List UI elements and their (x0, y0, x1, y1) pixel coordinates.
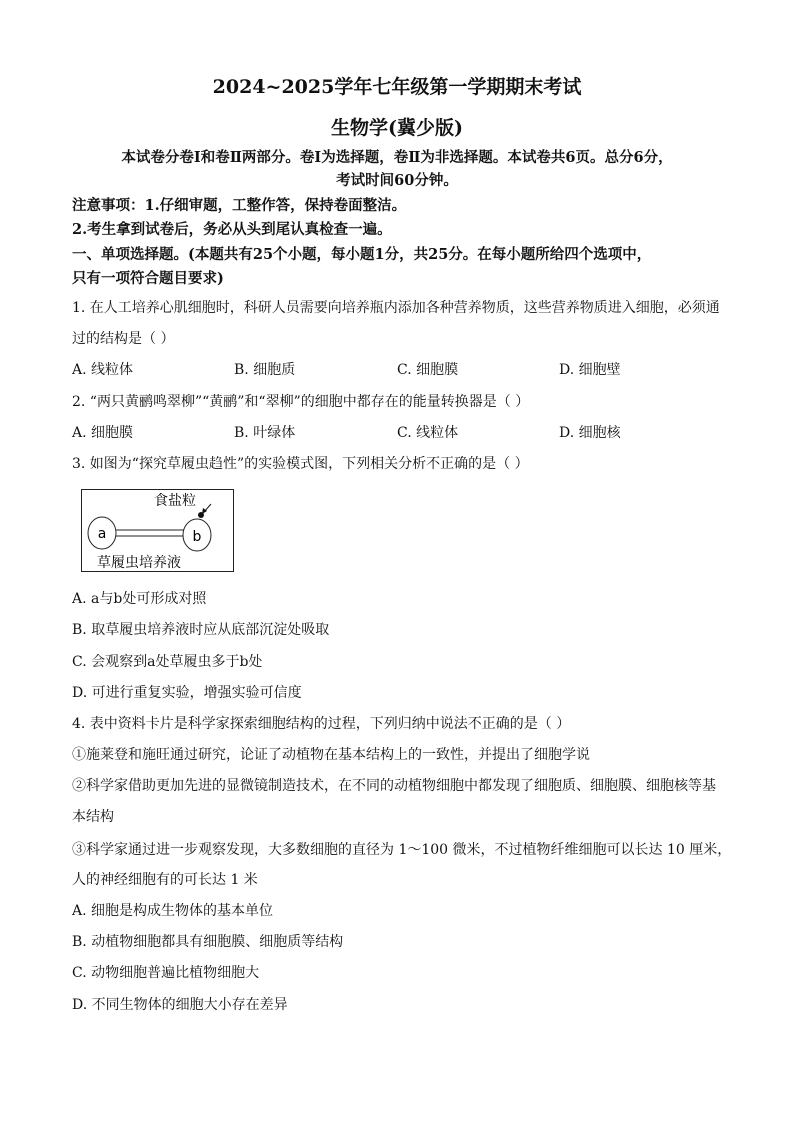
question-4-option-d[interactable]: D. 不同生物体的细胞大小存在差异 (72, 997, 288, 1013)
paramecium-experiment-diagram (81, 489, 234, 572)
intro-line-1: 本试卷分卷Ⅰ和卷Ⅱ两部分。卷Ⅰ为选择题，卷Ⅱ为非选择题。本试卷共6页。总分6分， (121, 149, 673, 166)
question-3-option-b[interactable]: B. 取草履虫培养液时应从底部沉淀处吸取 (72, 622, 330, 638)
culture-fluid-label: 草履虫培养液 (97, 555, 181, 571)
question-1-stem-cont: 过的结构是（ ） (72, 331, 175, 347)
question-4-option-b[interactable]: B. 动植物细胞都具有细胞膜、细胞质等结构 (72, 934, 344, 950)
node-b-label: b (192, 529, 202, 545)
question-4-item-2-cont: 本结构 (72, 809, 114, 825)
question-1-option-c[interactable]: C. 细胞膜 (397, 362, 459, 378)
question-4-item-1: ①施莱登和施旺通过研究，论证了动植物在基本结构上的一致性，并提出了细胞学说 (72, 747, 590, 763)
question-3-stem: 3. 如图为“探究草履虫趋性”的实验模式图，下列相关分析不正确的是（ ） (72, 456, 529, 472)
question-4-item-3-cont: 人的神经细胞有的可长达 1 米 (72, 872, 258, 888)
notice-line-2: 2.考生拿到试卷后，务必从头到尾认真检查一遍。 (72, 221, 392, 238)
question-2-option-d[interactable]: D. 细胞核 (559, 425, 621, 441)
question-1-stem: 1. 在人工培养心肌细胞时，科研人员需要向培养瓶内添加各种营养物质，这些营养物质进入细胞，必须通 (72, 300, 720, 316)
section-heading-line-2: 只有一项符合题目要求) (72, 270, 224, 287)
question-4-option-c[interactable]: C. 动物细胞普遍比植物细胞大 (72, 965, 260, 981)
question-2-option-c[interactable]: C. 线粒体 (397, 425, 459, 441)
section-heading-line-1: 一、单项选择题。(本题共有25个小题，每小题1分，共25分。在每小题所给四个选项中， (72, 246, 652, 263)
exam-title: 2024~2025学年七年级第一学期期末考试 (212, 76, 582, 98)
exam-subtitle: 生物学(冀少版) (331, 117, 463, 139)
question-4-option-a[interactable]: A. 细胞是构成生物体的基本单位 (72, 903, 274, 919)
notice-line-1: 注意事项：1.仔细审题，工整作答，保持卷面整洁。 (72, 197, 407, 214)
question-1-option-d[interactable]: D. 细胞壁 (559, 362, 621, 378)
question-1-option-b[interactable]: B. 细胞质 (234, 362, 296, 378)
question-3-option-c[interactable]: C. 会观察到a处草履虫多于b处 (72, 654, 263, 670)
question-1-option-a[interactable]: A. 线粒体 (72, 362, 134, 378)
question-2-stem: 2. “两只黄鹂鸣翠柳”“黄鹂”和“翠柳”的细胞中都存在的能量转换器是（ ） (72, 394, 530, 410)
salt-label: 食盐粒 (154, 493, 196, 509)
question-2-option-a[interactable]: A. 细胞膜 (72, 425, 134, 441)
question-2-option-b[interactable]: B. 叶绿体 (234, 425, 296, 441)
question-3-option-d[interactable]: D. 可进行重复实验，增强实验可信度 (72, 685, 302, 701)
intro-line-2: 考试时间60分钟。 (336, 172, 458, 189)
question-4-stem: 4. 表中资料卡片是科学家探索细胞结构的过程，下列归纳中说法不正确的是（ ） (72, 716, 571, 732)
question-4-item-3: ③科学家通过进一步观察发现，大多数细胞的直径为 1～100 微米，不过植物纤维细胞可以长达 10 厘米， (72, 842, 732, 858)
question-3-option-a[interactable]: A. a与b处可形成对照 (72, 591, 207, 607)
node-a-label: a (97, 526, 107, 542)
question-4-item-2: ②科学家借助更加先进的显微镜制造技术，在不同的动植物细胞中都发现了细胞质、细胞膜、细胞核等基 (72, 778, 716, 794)
